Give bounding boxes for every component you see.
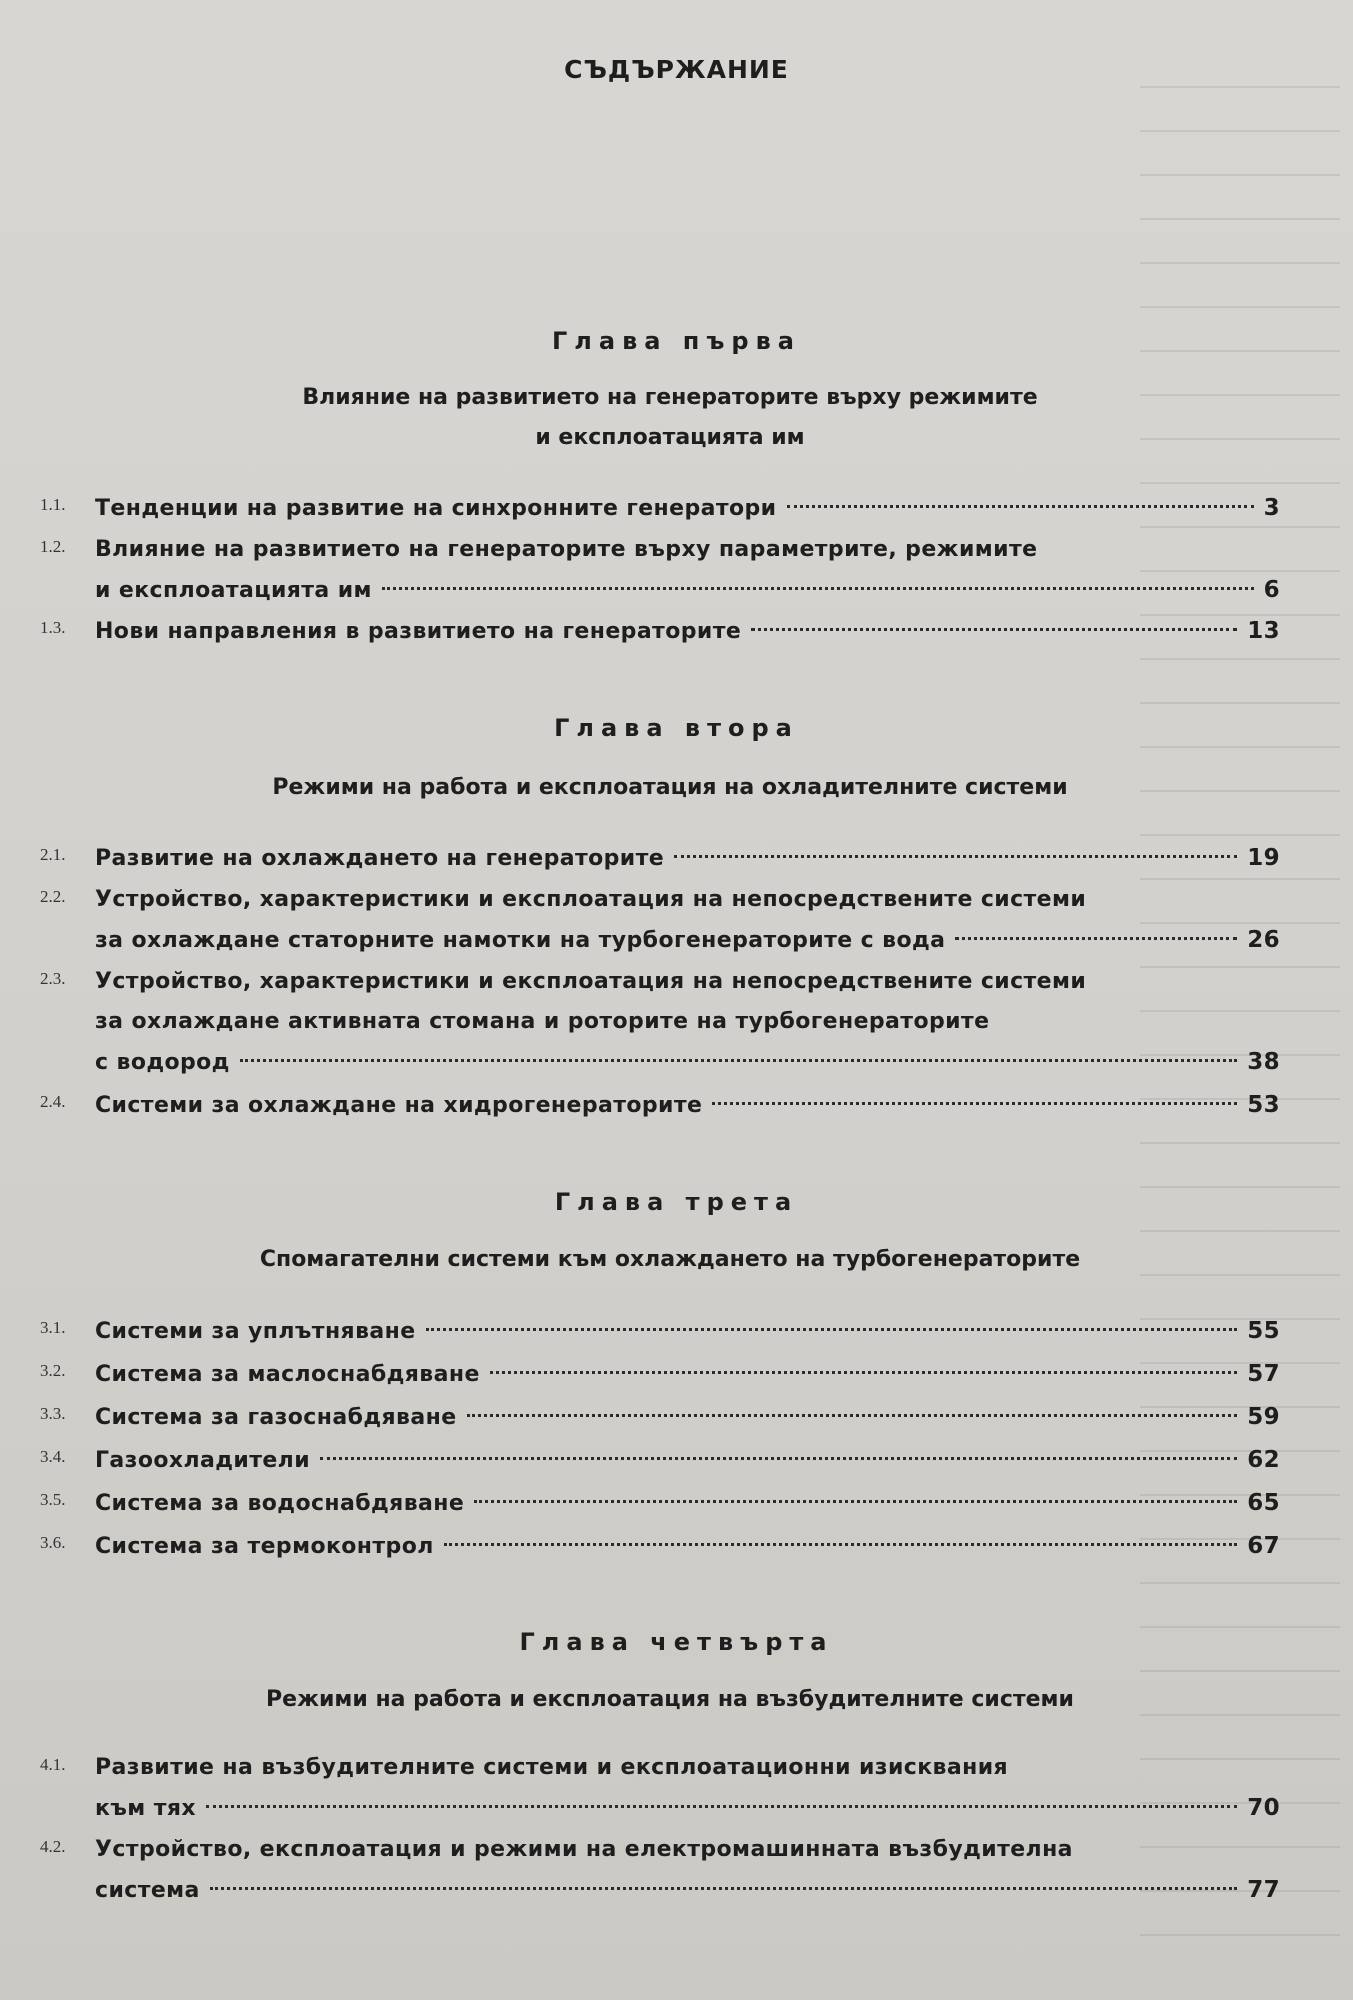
entry-title-continued: за охлаждане активната стомана и роторите на турбогенераторите (95, 1009, 990, 1034)
page-number: 65 (1247, 1490, 1280, 1516)
entry-line (95, 887, 1280, 927)
entry-title: Система за газоснабдяване (95, 1405, 457, 1430)
page-number: 26 (1247, 927, 1280, 953)
chapter-subtitle (120, 1240, 1220, 1280)
entry-title-continued: за охлаждане статорните намотки на турбогенераторите с вода (95, 928, 946, 953)
entry-number: 3.6. (40, 1533, 66, 1552)
entry-title: Тенденции на развитие на синхронните генератори (95, 496, 777, 521)
chapter-heading: Глава първа (552, 327, 801, 355)
entry-title-continued: с водород (95, 1050, 230, 1075)
entry-number: 3.2. (40, 1361, 66, 1380)
entry-title: Влияние на развитието на генераторите върху параметрите, режимите (95, 537, 1038, 562)
entry-line (95, 1447, 1280, 1487)
entry-title: Устройство, експлоатация и режими на електромашинната възбудителна (95, 1837, 1073, 1862)
entry-title: Нови направления в развитието на генераторите (95, 619, 742, 644)
entry-line (95, 1009, 1280, 1049)
chapter-subtitle-line: и експлоатацията им (535, 425, 805, 450)
entry-line (95, 845, 1280, 885)
chapter-subtitle (120, 378, 1220, 458)
chapter-subtitle (120, 768, 1220, 808)
entry-number: 1.3. (40, 618, 66, 637)
dot-leader (382, 587, 1254, 590)
entry-line (95, 969, 1280, 1009)
dot-leader (320, 1457, 1237, 1460)
page-number: 3 (1263, 495, 1280, 521)
entry-title: Устройство, характеристики и експлоатация на непосредствените системи (95, 887, 1087, 912)
page-number: 67 (1247, 1533, 1280, 1559)
entry-number: 2.1. (40, 845, 66, 864)
page-number: 38 (1247, 1049, 1280, 1075)
dot-leader (467, 1414, 1238, 1417)
entry-line (95, 927, 1280, 967)
dot-leader (474, 1500, 1237, 1503)
entry-title-continued: система (95, 1878, 200, 1903)
chapter-heading: Глава трета (554, 1188, 799, 1216)
page-number: 70 (1247, 1795, 1280, 1821)
dot-leader (206, 1805, 1237, 1808)
entry-number: 4.2. (40, 1837, 66, 1856)
entry-line (95, 1490, 1280, 1530)
dot-leader (787, 505, 1254, 508)
page-number: 57 (1247, 1361, 1280, 1387)
entry-line (95, 1404, 1280, 1444)
page-number: 77 (1247, 1877, 1280, 1903)
entry-number: 3.1. (40, 1318, 66, 1337)
dot-leader (955, 937, 1237, 940)
entry-title: Системи за уплътняване (95, 1319, 416, 1344)
entry-line (95, 577, 1280, 617)
dot-leader (490, 1371, 1237, 1374)
chapter-subtitle (120, 1680, 1220, 1720)
chapter-subtitle-line: Спомагателни системи към охлаждането на турбогенераторите (259, 1247, 1081, 1272)
entry-line (95, 618, 1280, 658)
entry-number: 2.2. (40, 887, 66, 906)
entry-line (95, 1318, 1280, 1358)
entry-line (95, 1755, 1280, 1795)
page-number: 19 (1247, 845, 1280, 871)
entry-number: 1.2. (40, 537, 66, 556)
entry-title: Устройство, характеристики и експлоатация на непосредствените системи (95, 969, 1087, 994)
chapter-subtitle-line: Режими на работа и експлоатация на възбудителните системи (266, 1687, 1074, 1712)
entry-number: 2.4. (40, 1092, 66, 1111)
chapter-heading: Глава четвърта (519, 1628, 834, 1656)
page-title: СЪДЪРЖАНИЕ (564, 55, 789, 84)
entry-line (95, 495, 1280, 535)
page-number: 6 (1263, 577, 1280, 603)
entry-number: 3.3. (40, 1404, 66, 1423)
entry-line (95, 1795, 1280, 1835)
entry-line (95, 1092, 1280, 1132)
entry-title-continued: и експлоатацията им (95, 578, 372, 603)
dot-leader (210, 1887, 1237, 1890)
page-number: 62 (1247, 1447, 1280, 1473)
entry-title: Газоохладители (95, 1448, 311, 1473)
entry-line (95, 1877, 1280, 1917)
page-number: 59 (1247, 1404, 1280, 1430)
dot-leader (444, 1543, 1237, 1546)
page-number: 55 (1247, 1318, 1280, 1344)
entry-title: Системи за охлаждане на хидрогенераторите (95, 1093, 703, 1118)
entry-title: Развитие на възбудителните системи и експлоатационни изисквания (95, 1755, 1009, 1780)
entry-line (95, 1361, 1280, 1401)
entry-number: 4.1. (40, 1755, 66, 1774)
entry-title: Развитие на охлаждането на генераторите (95, 846, 665, 871)
dot-leader (712, 1102, 1237, 1105)
dot-leader (751, 628, 1237, 631)
entry-line (95, 1837, 1280, 1877)
dot-leader (240, 1059, 1237, 1062)
page-number: 53 (1247, 1092, 1280, 1118)
entry-title: Система за водоснабдяване (95, 1491, 465, 1516)
entry-title-continued: към тях (95, 1796, 196, 1821)
entry-number: 3.5. (40, 1490, 66, 1509)
chapter-subtitle-line: Режими на работа и експлоатация на охладителните системи (272, 775, 1068, 800)
page-number: 13 (1247, 618, 1280, 644)
entry-number: 3.4. (40, 1447, 66, 1466)
entry-title: Система за маслоснабдяване (95, 1362, 480, 1387)
entry-title: Система за термоконтрол (95, 1534, 434, 1559)
dot-leader (674, 855, 1237, 858)
entry-number: 2.3. (40, 969, 66, 988)
entry-line (95, 537, 1280, 577)
entry-number: 1.1. (40, 495, 66, 514)
entry-line (95, 1049, 1280, 1089)
entry-line (95, 1533, 1280, 1573)
chapter-heading: Глава втора (554, 714, 799, 742)
chapter-subtitle-line: Влияние на развитието на генераторите върху режимите (302, 385, 1038, 410)
dot-leader (426, 1328, 1238, 1331)
